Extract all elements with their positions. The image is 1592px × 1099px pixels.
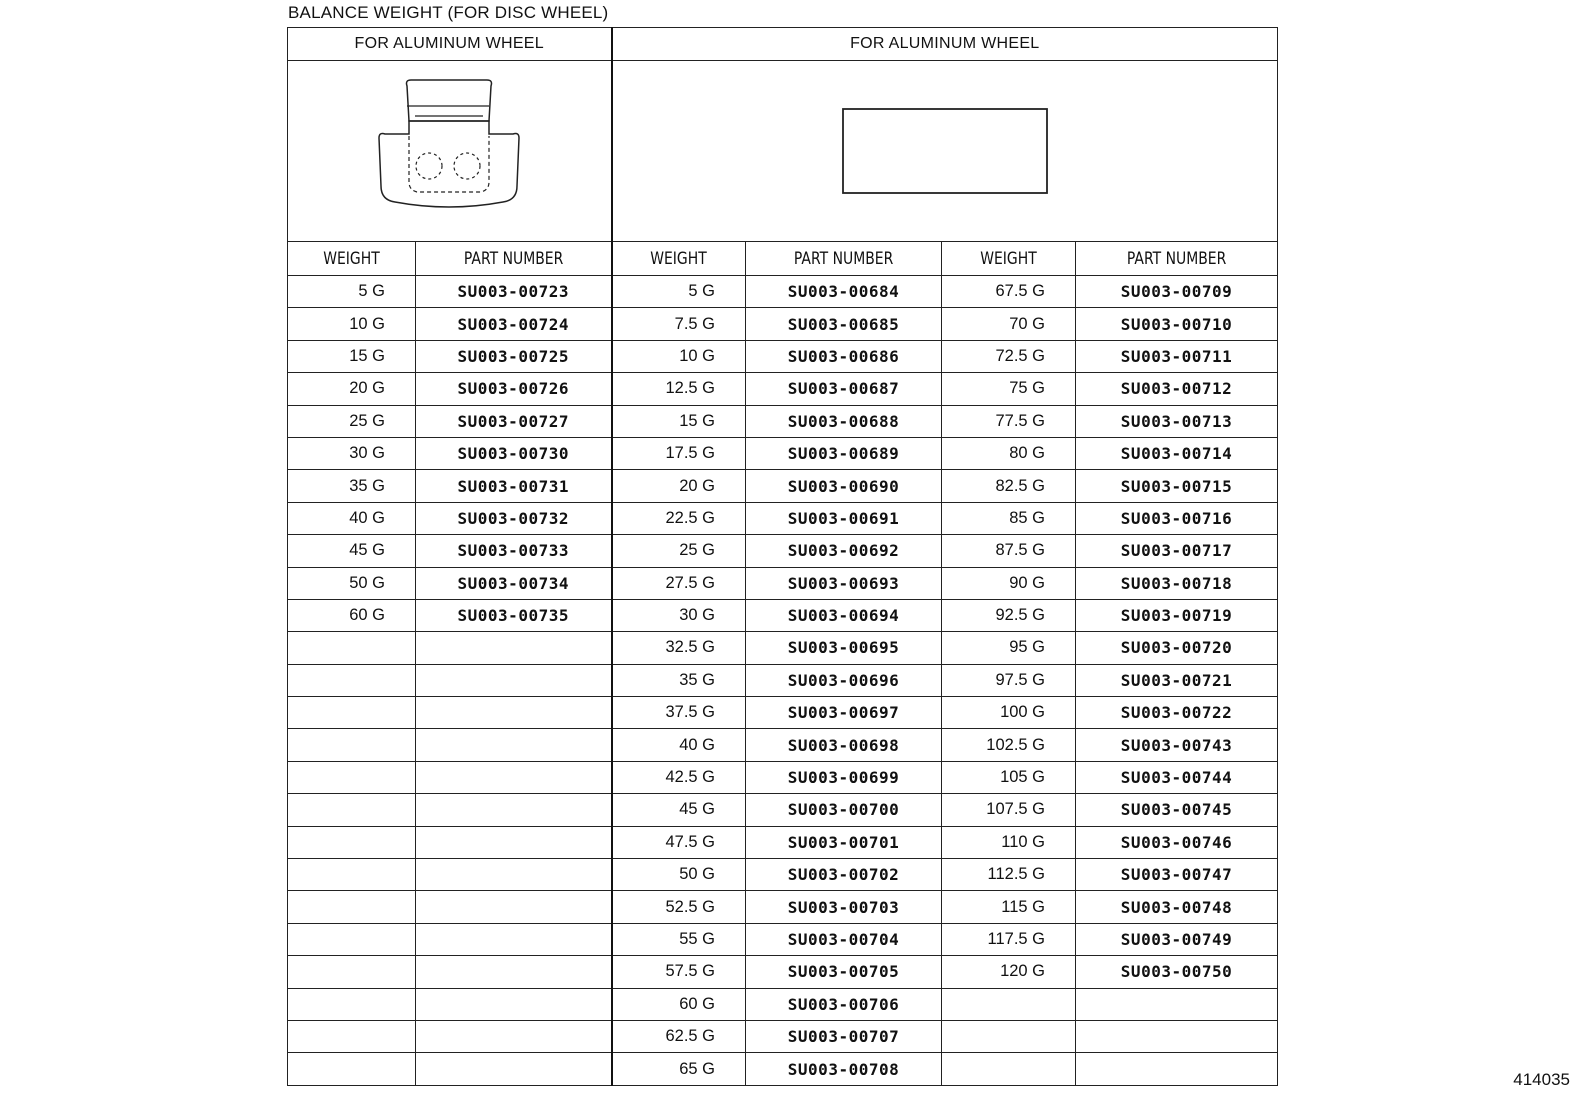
weight-cell: 22.5 G bbox=[612, 502, 746, 534]
weight-cell: 37.5 G bbox=[612, 697, 746, 729]
part-number-cell: SU003-00745 bbox=[1076, 794, 1278, 826]
weight-cell: 25 G bbox=[288, 405, 416, 437]
part-number-cell: SU003-00706 bbox=[746, 988, 942, 1020]
weight-cell: 80 G bbox=[942, 437, 1076, 469]
table-row bbox=[288, 956, 1278, 988]
table-row bbox=[288, 729, 1278, 761]
table-row bbox=[288, 567, 1278, 599]
table-row bbox=[288, 373, 1278, 405]
part-number-cell: SU003-00710 bbox=[1076, 308, 1278, 340]
weight-cell: 5 G bbox=[612, 276, 746, 308]
document-title: BALANCE WEIGHT (FOR DISC WHEEL) bbox=[288, 3, 609, 22]
adhesive-weight-icon bbox=[840, 106, 1050, 196]
weight-cell bbox=[288, 697, 416, 729]
weight-cell bbox=[288, 794, 416, 826]
part-number-cell: SU003-00709 bbox=[1076, 276, 1278, 308]
part-number-cell: SU003-00691 bbox=[746, 502, 942, 534]
column-header-row bbox=[288, 242, 1278, 276]
weight-cell: 115 G bbox=[942, 891, 1076, 923]
part-number-cell: SU003-00690 bbox=[746, 470, 942, 502]
weight-cell: 67.5 G bbox=[942, 276, 1076, 308]
weight-cell: 17.5 G bbox=[612, 437, 746, 469]
weight-cell: 60 G bbox=[612, 988, 746, 1020]
part-number-cell: SU003-00718 bbox=[1076, 567, 1278, 599]
weight-cell: 27.5 G bbox=[612, 567, 746, 599]
weight-cell: 57.5 G bbox=[612, 956, 746, 988]
part-number-cell: SU003-00726 bbox=[416, 373, 612, 405]
part-number-cell: SU003-00744 bbox=[1076, 761, 1278, 793]
weight-cell bbox=[288, 664, 416, 696]
weight-cell: 15 G bbox=[288, 340, 416, 372]
part-number-cell: SU003-00731 bbox=[416, 470, 612, 502]
table-row bbox=[288, 761, 1278, 793]
part-number-cell: SU003-00685 bbox=[746, 308, 942, 340]
weight-cell bbox=[288, 632, 416, 664]
part-number-cell bbox=[416, 891, 612, 923]
weight-cell: 40 G bbox=[612, 729, 746, 761]
part-number-cell: SU003-00692 bbox=[746, 535, 942, 567]
weight-cell: 52.5 G bbox=[612, 891, 746, 923]
weight-cell bbox=[288, 988, 416, 1020]
weight-cell: 20 G bbox=[612, 470, 746, 502]
weight-cell: 65 G bbox=[612, 1053, 746, 1085]
weight-cell: 72.5 G bbox=[942, 340, 1076, 372]
part-number-cell: SU003-00717 bbox=[1076, 535, 1278, 567]
weight-cell: 15 G bbox=[612, 405, 746, 437]
part-number-cell: SU003-00721 bbox=[1076, 664, 1278, 696]
part-number-cell: SU003-00712 bbox=[1076, 373, 1278, 405]
table-row bbox=[288, 826, 1278, 858]
balance-weight-table bbox=[287, 27, 1278, 1086]
part-number-cell bbox=[416, 1053, 612, 1085]
part-number-cell bbox=[416, 761, 612, 793]
col-part-number-3: PART NUMBER bbox=[1076, 242, 1278, 276]
part-number-cell: SU003-00695 bbox=[746, 632, 942, 664]
part-number-cell: SU003-00715 bbox=[1076, 470, 1278, 502]
weight-cell bbox=[288, 1020, 416, 1052]
adhesive-weight-illustration-cell bbox=[612, 61, 1278, 242]
part-number-cell: SU003-00727 bbox=[416, 405, 612, 437]
col-weight-2: WEIGHT bbox=[612, 242, 746, 276]
weight-cell: 5 G bbox=[288, 276, 416, 308]
table-row bbox=[288, 502, 1278, 534]
table-row bbox=[288, 632, 1278, 664]
part-number-cell: SU003-00735 bbox=[416, 599, 612, 631]
weight-cell: 60 G bbox=[288, 599, 416, 631]
part-number-cell: SU003-00684 bbox=[746, 276, 942, 308]
table-row bbox=[288, 988, 1278, 1020]
weight-cell bbox=[288, 761, 416, 793]
part-number-cell: SU003-00716 bbox=[1076, 502, 1278, 534]
table-row bbox=[288, 405, 1278, 437]
weight-cell: 62.5 G bbox=[612, 1020, 746, 1052]
weight-cell: 55 G bbox=[612, 923, 746, 955]
weight-cell: 47.5 G bbox=[612, 826, 746, 858]
weight-cell bbox=[288, 891, 416, 923]
part-number-cell: SU003-00719 bbox=[1076, 599, 1278, 631]
part-number-cell: SU003-00725 bbox=[416, 340, 612, 372]
weight-cell bbox=[942, 1020, 1076, 1052]
weight-cell: 32.5 G bbox=[612, 632, 746, 664]
weight-cell: 102.5 G bbox=[942, 729, 1076, 761]
part-number-cell: SU003-00701 bbox=[746, 826, 942, 858]
weight-cell: 112.5 G bbox=[942, 859, 1076, 891]
weight-cell bbox=[288, 1053, 416, 1085]
part-number-cell: SU003-00700 bbox=[746, 794, 942, 826]
part-number-cell bbox=[416, 632, 612, 664]
weight-cell: 87.5 G bbox=[942, 535, 1076, 567]
part-number-cell bbox=[416, 664, 612, 696]
section-header-left: FOR ALUMINUM WHEEL bbox=[288, 28, 612, 61]
part-number-cell: SU003-00703 bbox=[746, 891, 942, 923]
part-number-cell: SU003-00748 bbox=[1076, 891, 1278, 923]
weight-cell bbox=[288, 729, 416, 761]
weight-cell: 30 G bbox=[612, 599, 746, 631]
weight-cell: 92.5 G bbox=[942, 599, 1076, 631]
table-row bbox=[288, 697, 1278, 729]
col-weight-3: WEIGHT bbox=[942, 242, 1076, 276]
table-row bbox=[288, 664, 1278, 696]
weight-cell: 50 G bbox=[612, 859, 746, 891]
weight-cell bbox=[942, 1053, 1076, 1085]
part-number-cell bbox=[416, 826, 612, 858]
weight-cell: 40 G bbox=[288, 502, 416, 534]
weight-cell bbox=[288, 859, 416, 891]
weight-cell bbox=[288, 826, 416, 858]
weight-cell: 120 G bbox=[942, 956, 1076, 988]
part-number-cell: SU003-00724 bbox=[416, 308, 612, 340]
col-part-number-2: PART NUMBER bbox=[746, 242, 942, 276]
part-number-cell: SU003-00694 bbox=[746, 599, 942, 631]
weight-cell: 10 G bbox=[288, 308, 416, 340]
section-header-right: FOR ALUMINUM WHEEL bbox=[612, 28, 1278, 61]
table-row bbox=[288, 308, 1278, 340]
part-number-cell: SU003-00705 bbox=[746, 956, 942, 988]
part-number-cell: SU003-00708 bbox=[746, 1053, 942, 1085]
col-weight-1: WEIGHT bbox=[288, 242, 416, 276]
part-number-cell bbox=[416, 923, 612, 955]
part-number-cell bbox=[416, 988, 612, 1020]
weight-cell: 20 G bbox=[288, 373, 416, 405]
part-number-cell: SU003-00707 bbox=[746, 1020, 942, 1052]
table-row bbox=[288, 859, 1278, 891]
part-number-cell: SU003-00689 bbox=[746, 437, 942, 469]
weight-cell bbox=[288, 956, 416, 988]
weight-cell: 10 G bbox=[612, 340, 746, 372]
table-row bbox=[288, 437, 1278, 469]
weight-cell: 42.5 G bbox=[612, 761, 746, 793]
part-number-cell: SU003-00713 bbox=[1076, 405, 1278, 437]
part-number-cell bbox=[1076, 1020, 1278, 1052]
section-header-row bbox=[288, 28, 1278, 61]
table-row bbox=[288, 340, 1278, 372]
part-number-cell: SU003-00699 bbox=[746, 761, 942, 793]
table-row bbox=[288, 891, 1278, 923]
weight-cell: 25 G bbox=[612, 535, 746, 567]
weight-cell: 117.5 G bbox=[942, 923, 1076, 955]
table-row bbox=[288, 470, 1278, 502]
weight-cell: 97.5 G bbox=[942, 664, 1076, 696]
part-number-cell: SU003-00722 bbox=[1076, 697, 1278, 729]
part-number-cell bbox=[416, 859, 612, 891]
weight-cell: 77.5 G bbox=[942, 405, 1076, 437]
weight-cell: 7.5 G bbox=[612, 308, 746, 340]
weight-cell: 85 G bbox=[942, 502, 1076, 534]
weight-cell: 45 G bbox=[288, 535, 416, 567]
part-number-cell bbox=[416, 1020, 612, 1052]
part-number-cell: SU003-00723 bbox=[416, 276, 612, 308]
part-number-cell: SU003-00697 bbox=[746, 697, 942, 729]
weight-cell: 12.5 G bbox=[612, 373, 746, 405]
illustration-row bbox=[288, 61, 1278, 242]
weight-cell: 110 G bbox=[942, 826, 1076, 858]
part-number-cell: SU003-00750 bbox=[1076, 956, 1278, 988]
part-number-cell: SU003-00749 bbox=[1076, 923, 1278, 955]
table-row bbox=[288, 1020, 1278, 1052]
weight-cell: 35 G bbox=[288, 470, 416, 502]
part-number-cell: SU003-00720 bbox=[1076, 632, 1278, 664]
part-number-cell: SU003-00688 bbox=[746, 405, 942, 437]
weight-cell: 35 G bbox=[612, 664, 746, 696]
weight-cell: 107.5 G bbox=[942, 794, 1076, 826]
weight-cell: 105 G bbox=[942, 761, 1076, 793]
part-number-cell: SU003-00743 bbox=[1076, 729, 1278, 761]
part-number-cell: SU003-00732 bbox=[416, 502, 612, 534]
part-number-cell bbox=[416, 697, 612, 729]
weight-cell: 82.5 G bbox=[942, 470, 1076, 502]
weight-cell bbox=[942, 988, 1076, 1020]
part-number-cell: SU003-00746 bbox=[1076, 826, 1278, 858]
part-number-cell: SU003-00704 bbox=[746, 923, 942, 955]
part-number-cell: SU003-00733 bbox=[416, 535, 612, 567]
weight-cell: 30 G bbox=[288, 437, 416, 469]
part-number-cell: SU003-00687 bbox=[746, 373, 942, 405]
part-number-cell: SU003-00702 bbox=[746, 859, 942, 891]
table-row bbox=[288, 535, 1278, 567]
part-number-cell: SU003-00734 bbox=[416, 567, 612, 599]
weight-cell bbox=[288, 923, 416, 955]
weight-cell: 90 G bbox=[942, 567, 1076, 599]
part-number-cell: SU003-00711 bbox=[1076, 340, 1278, 372]
part-number-cell bbox=[416, 794, 612, 826]
clip-on-weight-icon bbox=[369, 76, 529, 226]
weight-cell: 100 G bbox=[942, 697, 1076, 729]
part-number-cell: SU003-00693 bbox=[746, 567, 942, 599]
table-row bbox=[288, 599, 1278, 631]
table-row bbox=[288, 794, 1278, 826]
col-part-number-1: PART NUMBER bbox=[416, 242, 612, 276]
weight-cell: 75 G bbox=[942, 373, 1076, 405]
part-number-cell bbox=[416, 956, 612, 988]
part-number-cell: SU003-00696 bbox=[746, 664, 942, 696]
weight-cell: 50 G bbox=[288, 567, 416, 599]
weight-cell: 45 G bbox=[612, 794, 746, 826]
part-number-cell bbox=[1076, 1053, 1278, 1085]
table-row bbox=[288, 1053, 1278, 1085]
weight-cell: 70 G bbox=[942, 308, 1076, 340]
part-number-cell bbox=[1076, 988, 1278, 1020]
part-number-cell: SU003-00714 bbox=[1076, 437, 1278, 469]
part-number-cell: SU003-00747 bbox=[1076, 859, 1278, 891]
table-row bbox=[288, 923, 1278, 955]
clip-on-weight-illustration-cell bbox=[288, 61, 612, 242]
part-number-cell: SU003-00686 bbox=[746, 340, 942, 372]
part-number-cell: SU003-00698 bbox=[746, 729, 942, 761]
part-number-cell bbox=[416, 729, 612, 761]
weight-cell: 95 G bbox=[942, 632, 1076, 664]
figure-id: 414035 bbox=[1513, 1070, 1570, 1089]
table-row bbox=[288, 276, 1278, 308]
part-number-cell: SU003-00730 bbox=[416, 437, 612, 469]
